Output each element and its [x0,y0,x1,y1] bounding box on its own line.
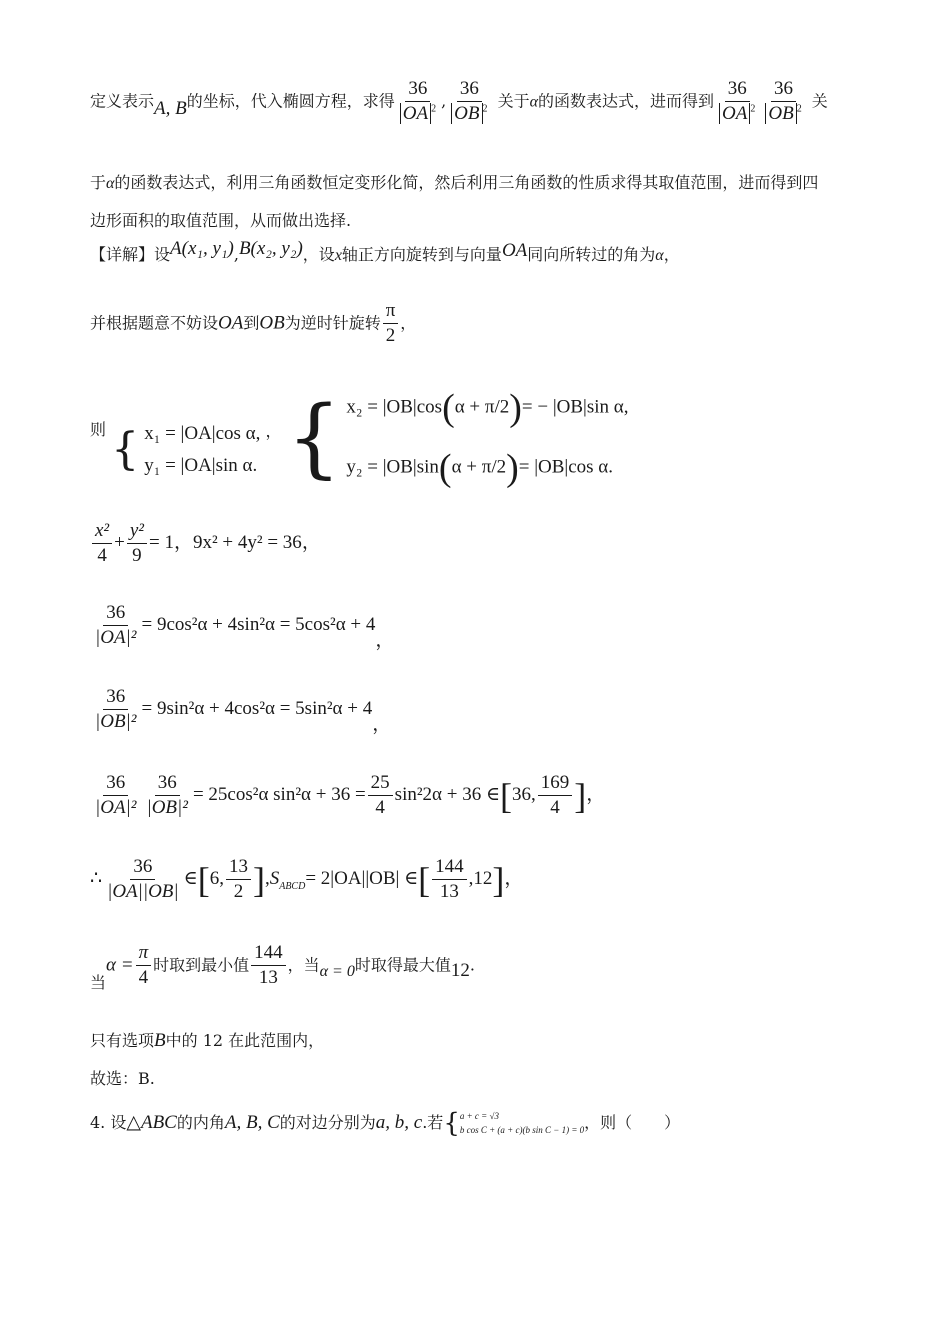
vector-oa: OA [501,240,528,261]
alpha-equals: α = [106,954,134,976]
denominator: 9 [132,544,142,566]
equation-x1: x₁ = |OA|cos α, [144,423,261,444]
text: 到 [243,313,260,333]
paren-right: ) [509,387,522,429]
numerator: 36 [103,772,128,796]
area-symbol: S [269,868,280,890]
text: 为逆时针旋转 [284,313,381,333]
denominator: 13 [439,880,459,902]
text: . [469,955,475,975]
equals-one: = 1 [149,532,174,554]
text: 只有选项 [90,1031,155,1050]
text: 当 [90,973,107,993]
denominator: 13 [258,966,278,988]
condition-system [460,1111,584,1136]
numerator: 36 [725,78,750,102]
point-a: A(x₁, y₁) [170,238,234,259]
analysis-line-3 [90,208,351,231]
option-line [90,1028,324,1052]
detail-label: 【详解】设 [90,245,171,264]
comma: , [264,868,270,890]
points-ab: A, B [154,98,187,120]
therefore-symbol: ∴ [90,868,103,890]
interval-right: ,12 [468,868,493,890]
extremes-line [90,942,475,993]
bracket-right: ] [574,775,587,816]
lhs: x₂ = |OB|cos [346,396,443,418]
numerator: y² [127,520,147,544]
text: 的内角 [176,1113,225,1132]
text: 边形面积的取值范围，从而做出选择. [90,211,352,230]
numerator: 169 [538,772,573,796]
denominator: |OA|² [95,796,137,818]
numerator: 13 [226,856,251,880]
fraction-13-2 [226,856,251,904]
point-b: B(x₂, y₂) [238,238,303,259]
triangle-abc: △ABC [126,1112,177,1133]
text: ， [504,868,524,890]
numerator: 36 [155,772,180,796]
denominator: 4 [97,544,107,566]
fraction-36-ob2 [448,78,490,126]
numerator: x² [92,520,112,544]
numerator: 36 [130,856,155,880]
lhs: y₂ = |OB|sin [346,456,439,478]
alpha: α [106,175,115,192]
text: 则 [90,419,107,439]
abs-ob: OB [765,103,796,124]
answer: 故选：B. [90,1069,155,1088]
bracket-right: ] [252,859,265,900]
text: ， [586,784,606,806]
rhs: = |OB|cos α. [518,456,614,478]
option-b: B [154,1030,166,1051]
numerator: 36 [103,602,128,626]
text: 中的 12 在此范围内， [165,1031,325,1050]
text: 定义表示 [90,91,155,111]
text: ， [375,630,395,652]
vector-ob: OB [259,312,285,334]
ellipse-equation-line [90,520,321,568]
product-expression-line [90,772,605,820]
fraction-36-ob2-b [762,78,804,126]
system-b [346,389,628,487]
text: 同向所转过的角为 [527,245,656,264]
numerator: 36 [405,78,430,102]
text: ， [663,245,680,264]
text: 的函数表达式，进而得到 [538,91,715,111]
answer-line [90,1066,155,1089]
fraction-144-13 [251,942,286,990]
equation-x2 [346,389,628,427]
denominator: |OB|² [146,796,188,818]
argument: α + π/2 [454,396,510,418]
paren-left: ( [438,447,452,489]
text: 并根据题意不妨设 [90,313,219,333]
area-subscript: ABCD [279,880,306,892]
numerator: π [136,942,152,966]
denominator: 4 [550,796,560,818]
question-4 [90,1110,680,1137]
bracket-left: [ [197,859,210,900]
fraction-y2-9 [127,520,147,568]
question-number: 4. 设 [90,1113,127,1132]
system-a [144,423,260,477]
bracket-right: ] [492,859,505,900]
rhs: sin²2α + 36 ∈ [394,784,501,806]
numerator: 36 [103,686,128,710]
rhs: = − |OB|sin α, [521,396,629,418]
equation-y1: y₁ = |OA|sin α. [144,455,258,476]
condition-1: a + c = √3 [459,1110,499,1121]
area-range-line [90,856,523,904]
vector-oa: OA [218,312,244,334]
exponent: 2 [431,103,437,115]
comma: , [441,91,447,111]
sides: a, b, c [375,1112,423,1133]
fraction-36-ob2 [92,686,139,734]
denominator: |OA|² [95,626,137,648]
analysis-line-2 [90,170,818,193]
oa-expression-line [90,602,394,650]
text: ，当 [287,955,320,975]
element-of: ∈ [183,868,198,890]
rhs: = 2|OA||OB| ∈ [305,868,419,890]
equation-y2 [346,449,628,487]
text: .若 [422,1113,444,1132]
text: 于 [90,173,107,192]
left-brace: { [111,424,140,475]
fraction-36-oa2 [397,78,439,126]
condition-2: b cos C + (a + c)(b sin C − 1) = 0 [459,1124,585,1135]
text: 的坐标，代入椭圆方程，求得 [186,91,395,111]
alpha-zero: α = 0 [319,963,355,981]
rhs: = 9sin²α + 4cos²α = 5sin²α + 4 [141,698,373,720]
text: 的函数表达式，利用三角函数恒定变形化简，然后利用三角函数的性质求得其取值范围，进而得到四 [114,173,819,192]
alpha: α [655,247,664,264]
separator: ， [265,421,282,441]
abs-oa: OA [719,103,750,124]
expanded-equation: 9x² + 4y² = 36 [192,532,302,554]
denominator: |OA||OB| [107,880,179,902]
interval-left: 6, [209,868,224,890]
argument: α + π/2 [451,456,507,478]
text: 关于 [497,91,530,111]
max-value: 12 [450,960,470,982]
detail-line-2 [90,300,416,348]
analysis-line-1 [90,78,828,126]
text: ，则（ ） [584,1113,681,1132]
text: 轴正方向旋转到与向量 [341,245,502,264]
detail-line-1 [90,238,680,266]
angles: A, B, C [224,1112,280,1133]
text: 时取得最大值 [354,955,451,975]
separator: ， [173,532,193,554]
fraction-36-oaob [104,856,182,904]
fraction-x2-4 [92,520,112,568]
text: ， [372,714,392,736]
denominator: |OB|² [95,710,137,732]
exponent: 2 [796,103,802,115]
exponent: 2 [750,103,756,115]
alpha: α [529,93,539,111]
abs-oa: OA [400,103,431,124]
fraction-pi-4 [136,942,152,990]
paren-left: ( [442,387,455,429]
bracket-left: [ [500,775,513,816]
paren-right: ) [506,447,519,489]
var-x: x [334,247,342,264]
text: ， [400,313,417,333]
fraction-36-oa2 [92,772,139,820]
interval-left: 36, [512,784,536,806]
left-brace: { [286,388,342,488]
denominator: 2 [385,324,396,346]
denominator: 2 [233,880,244,902]
ob-expression-line [90,686,391,734]
fraction-36-oa2 [92,602,139,650]
fraction-144-13 [432,856,467,904]
rhs: = 9cos²α + 4sin²α = 5cos²α + 4 [141,614,376,636]
fraction-36-ob2 [143,772,190,820]
abs-ob: OB [451,103,482,124]
text: 的对边分别为 [279,1113,376,1132]
fraction-pi-2 [383,300,399,348]
rhs: = 25cos²α sin²α + 36 = [192,784,366,806]
denominator: 4 [375,796,385,818]
fraction-25-4 [368,772,393,820]
detail-line-systems [90,383,629,489]
numerator: 25 [368,772,393,796]
denominator: 4 [138,966,149,988]
numerator: 144 [251,942,286,966]
text: 时取到最小值 [153,955,250,975]
text: 关 [811,91,828,111]
exponent: 2 [482,103,488,115]
numerator: 36 [771,78,796,102]
plus: + [114,532,125,554]
text: ， [301,532,321,554]
numerator: 36 [457,78,482,102]
bracket-left: [ [418,859,431,900]
fraction-169-4 [538,772,573,820]
numerator: π [383,300,399,324]
fraction-36-oa2-b [716,78,758,126]
left-brace: { [443,1108,460,1139]
text: ，设 [302,245,335,264]
comma: , [233,245,239,264]
numerator: 144 [432,856,467,880]
